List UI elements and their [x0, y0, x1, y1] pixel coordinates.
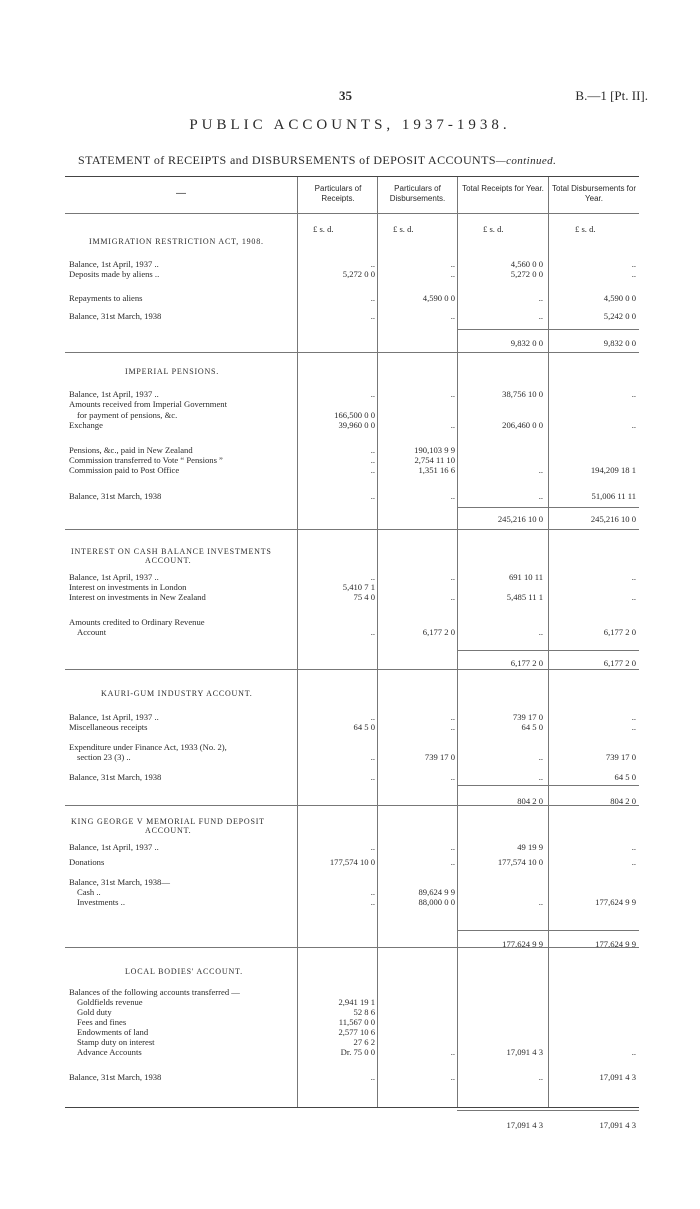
row-label: Interest on investments in New Zealand: [69, 592, 206, 602]
total-receipts-amount: 64 5 0: [521, 722, 543, 732]
total-receipts-amount: 17,091 4 3: [506, 1047, 543, 1057]
row-label: Stamp duty on interest: [77, 1037, 155, 1047]
currency-header: £ s. d.: [483, 224, 504, 234]
section-total-receipts: 245,216 10 0: [497, 514, 543, 524]
receipts-amount: ..: [370, 572, 375, 582]
disbursements-amount: ..: [450, 259, 455, 269]
total-receipts-amount: 4,560 0 0: [510, 259, 543, 269]
receipts-amount: ..: [370, 772, 375, 782]
total-receipts-amount: ..: [538, 772, 543, 782]
total-disbursements-amount: ..: [631, 722, 636, 732]
currency-header: £ s. d.: [575, 224, 596, 234]
receipts-amount: 11,567 0 0: [338, 1017, 375, 1027]
section-total-disbursements: 804 2 0: [610, 796, 636, 806]
total-disbursements-amount: 51,006 11 11: [591, 491, 636, 501]
row-label: section 23 (3) ..: [77, 752, 131, 762]
receipts-amount: 75 4 0: [353, 592, 375, 602]
row-label: Balances of the following accounts transferred —: [69, 987, 240, 997]
total-receipts-amount: ..: [538, 293, 543, 303]
column-header-receipts: Particulars of Receipts.: [314, 184, 362, 203]
total-receipts-amount: 5,272 0 0: [510, 269, 543, 279]
row-label: Expenditure under Finance Act, 1933 (No. 2),: [69, 742, 227, 752]
receipts-amount: Dr. 75 0 0: [340, 1047, 375, 1057]
receipts-amount: 166,500 0 0: [334, 410, 375, 420]
section-title: IMMIGRATION RESTRICTION ACT, 1908.: [89, 237, 264, 246]
total-receipts-amount: ..: [538, 465, 543, 475]
disbursements-amount: ..: [450, 1047, 455, 1057]
receipts-amount: ..: [370, 752, 375, 762]
currency-header: £ s. d.: [313, 224, 334, 234]
disbursements-amount: ..: [450, 712, 455, 722]
total-rule: [457, 930, 639, 931]
receipts-amount: 5,272 0 0: [342, 269, 375, 279]
row-label: Balance, 1st April, 1937 ..: [69, 842, 159, 852]
total-rule: [457, 785, 639, 786]
currency-header: £ s. d.: [393, 224, 414, 234]
total-disbursements-amount: 5,242 0 0: [603, 311, 636, 321]
total-receipts-amount: ..: [538, 752, 543, 762]
section-title: KING GEORGE V MEMORIAL FUND DEPOSIT: [71, 817, 265, 826]
row-label: for payment of pensions, &c.: [77, 410, 178, 420]
total-rule: [457, 507, 639, 508]
disbursements-amount: ..: [450, 722, 455, 732]
total-receipts-amount: 739 17 0: [512, 712, 543, 722]
disbursements-amount: 89,624 9 9: [418, 887, 455, 897]
row-label: Interest on investments in London: [69, 582, 187, 592]
receipts-amount: ..: [370, 491, 375, 501]
section-separator: [65, 529, 639, 530]
section-separator: [65, 947, 639, 948]
column-header-total-receipts: Total Receipts for Year.: [462, 184, 544, 193]
section-separator: [65, 805, 639, 806]
total-disbursements-amount: ..: [631, 1047, 636, 1057]
row-label: Commission paid to Post Office: [69, 465, 180, 475]
disbursements-amount: 2,754 11 10: [414, 455, 455, 465]
row-label: Balance, 1st April, 1937 ..: [69, 572, 159, 582]
row-label: Endowments of land: [77, 1027, 149, 1037]
section-total-receipts: 17,091 4 3: [506, 1120, 543, 1130]
section-title: IMPERIAL PENSIONS.: [125, 367, 220, 376]
disbursements-amount: ..: [450, 1072, 455, 1082]
row-label: Deposits made by aliens ..: [69, 269, 160, 279]
row-label: Exchange: [69, 420, 103, 430]
total-receipts-amount: 38,756 10 0: [502, 389, 543, 399]
section-total-receipts: 804 2 0: [517, 796, 543, 806]
disbursements-amount: 739 17 0: [424, 752, 455, 762]
row-label: Amounts credited to Ordinary Revenue: [69, 617, 205, 627]
row-label: Balance, 31st March, 1938: [69, 1072, 162, 1082]
row-label: Balance, 1st April, 1937 ..: [69, 712, 159, 722]
receipts-amount: 177,574 10 0: [329, 857, 375, 867]
receipts-amount: ..: [370, 311, 375, 321]
disbursements-amount: ..: [450, 572, 455, 582]
column-header-total-disbursements: Total Disbursements for Year.: [551, 184, 637, 203]
receipts-amount: 2,577 10 6: [338, 1027, 375, 1037]
row-label: Miscellaneous receipts: [69, 722, 148, 732]
total-receipts-amount: 177,574 10 0: [497, 857, 543, 867]
disbursements-amount: ..: [450, 389, 455, 399]
total-disbursements-amount: ..: [631, 592, 636, 602]
disbursements-amount: 6,177 2 0: [422, 627, 455, 637]
total-receipts-amount: ..: [538, 1072, 543, 1082]
section-total-disbursements: 6,177 2 0: [603, 658, 636, 668]
total-receipts-amount: ..: [538, 491, 543, 501]
row-label: Account: [77, 627, 107, 637]
row-label: Repayments to aliens: [69, 293, 143, 303]
total-rule: [457, 1110, 639, 1111]
total-receipts-amount: 691 10 11: [508, 572, 543, 582]
section-total-receipts: 9,832 0 0: [510, 338, 543, 348]
total-rule: [457, 329, 639, 330]
section-title: ACCOUNT.: [145, 826, 192, 835]
row-label: Balance, 31st March, 1938: [69, 311, 162, 321]
total-receipts-amount: ..: [538, 311, 543, 321]
row-label: Cash ..: [77, 887, 101, 897]
section-total-disbursements: 177,624 9 9: [595, 939, 636, 949]
total-disbursements-amount: 6,177 2 0: [603, 627, 636, 637]
total-disbursements-amount: 739 17 0: [605, 752, 636, 762]
section-title: KAURI-GUM INDUSTRY ACCOUNT.: [101, 689, 253, 698]
total-disbursements-amount: 17,091 4 3: [599, 1072, 636, 1082]
total-receipts-amount: ..: [538, 897, 543, 907]
total-receipts-amount: 49 19 9: [517, 842, 543, 852]
row-label: Investments ..: [77, 897, 125, 907]
total-disbursements-amount: ..: [631, 842, 636, 852]
receipts-amount: ..: [370, 389, 375, 399]
total-disbursements-amount: 177,624 9 9: [595, 897, 636, 907]
total-disbursements-amount: ..: [631, 712, 636, 722]
receipts-amount: ..: [370, 842, 375, 852]
column-header-description: —: [176, 188, 186, 199]
disbursements-amount: ..: [450, 842, 455, 852]
column-header-disbursements: Particulars of Disbursements.: [389, 184, 446, 203]
disbursements-amount: 190,103 9 9: [414, 445, 455, 455]
section-total-disbursements: 17,091 4 3: [599, 1120, 636, 1130]
total-disbursements-amount: ..: [631, 420, 636, 430]
receipts-amount: ..: [370, 455, 375, 465]
disbursements-amount: ..: [450, 269, 455, 279]
section-separator: [65, 669, 639, 670]
receipts-amount: ..: [370, 897, 375, 907]
total-disbursements-amount: ..: [631, 269, 636, 279]
subtitle-main: STATEMENT of RECEIPTS and DISBURSEMENTS of DEPOSIT ACCOUNTS: [78, 153, 496, 167]
section-title: LOCAL BODIES' ACCOUNT.: [125, 967, 243, 976]
receipts-amount: ..: [370, 887, 375, 897]
receipts-amount: ..: [370, 712, 375, 722]
total-disbursements-amount: ..: [631, 389, 636, 399]
row-label: Amounts received from Imperial Government: [69, 399, 227, 409]
row-label: Balance, 31st March, 1938—: [69, 877, 170, 887]
row-label: Goldfields revenue: [77, 997, 143, 1007]
total-rule: [457, 650, 639, 651]
receipts-amount: 39,960 0 0: [338, 420, 375, 430]
row-label: Advance Accounts: [77, 1047, 142, 1057]
receipts-amount: 27 6 2: [353, 1037, 375, 1047]
disbursements-amount: ..: [450, 311, 455, 321]
disbursements-amount: ..: [450, 772, 455, 782]
receipts-amount: ..: [370, 465, 375, 475]
section-total-receipts: 177,624 9 9: [502, 939, 543, 949]
total-disbursements-amount: ..: [631, 857, 636, 867]
row-label: Commission transferred to Vote “ Pensions ”: [69, 455, 223, 465]
total-disbursements-amount: ..: [631, 572, 636, 582]
statement-subtitle: [78, 153, 556, 168]
row-label: Gold duty: [77, 1007, 112, 1017]
total-receipts-amount: 5,485 11 1: [506, 592, 543, 602]
disbursements-amount: ..: [450, 857, 455, 867]
disbursements-amount: 1,351 16 6: [418, 465, 455, 475]
total-disbursements-amount: ..: [631, 259, 636, 269]
disbursements-amount: 88,000 0 0: [418, 897, 455, 907]
total-disbursements-amount: 194,209 18 1: [590, 465, 636, 475]
disbursements-amount: ..: [450, 592, 455, 602]
receipts-amount: 52 8 6: [353, 1007, 375, 1017]
row-label: Balance, 1st April, 1937 ..: [69, 259, 159, 269]
total-receipts-amount: ..: [538, 627, 543, 637]
receipts-amount: ..: [370, 627, 375, 637]
section-separator: [65, 352, 639, 353]
disbursements-amount: ..: [450, 491, 455, 501]
row-label: Balance, 31st March, 1938: [69, 772, 162, 782]
section-title: ACCOUNT.: [145, 556, 192, 565]
page-title: PUBLIC ACCOUNTS, 1937-1938.: [189, 117, 511, 133]
receipts-amount: ..: [370, 445, 375, 455]
receipts-amount: ..: [370, 1072, 375, 1082]
row-label: Pensions, &c., paid in New Zealand: [69, 445, 193, 455]
subtitle-suffix: —continued.: [495, 155, 557, 167]
receipts-amount: 5,410 7 1: [342, 582, 375, 592]
document-reference: B.—1 [Pt. II].: [575, 88, 648, 103]
total-receipts-amount: 206,460 0 0: [502, 420, 543, 430]
receipts-amount: ..: [370, 293, 375, 303]
receipts-amount: ..: [370, 259, 375, 269]
accounts-table: [65, 176, 639, 1130]
row-label: Donations: [69, 857, 105, 867]
total-disbursements-amount: 4,590 0 0: [603, 293, 636, 303]
section-total-disbursements: 245,216 10 0: [590, 514, 636, 524]
total-disbursements-amount: 64 5 0: [614, 772, 636, 782]
row-label: Balance, 31st March, 1938: [69, 491, 162, 501]
section-total-receipts: 6,177 2 0: [510, 658, 543, 668]
receipts-amount: 2,941 19 1: [338, 997, 375, 1007]
section-total-disbursements: 9,832 0 0: [603, 338, 636, 348]
receipts-amount: 64 5 0: [353, 722, 375, 732]
row-label: Balance, 1st April, 1937 ..: [69, 389, 159, 399]
page-number: 35: [339, 88, 352, 103]
section-title: INTEREST ON CASH BALANCE INVESTMENTS: [71, 547, 272, 556]
disbursements-amount: ..: [450, 420, 455, 430]
row-label: Fees and fines: [77, 1017, 127, 1027]
disbursements-amount: 4,590 0 0: [422, 293, 455, 303]
